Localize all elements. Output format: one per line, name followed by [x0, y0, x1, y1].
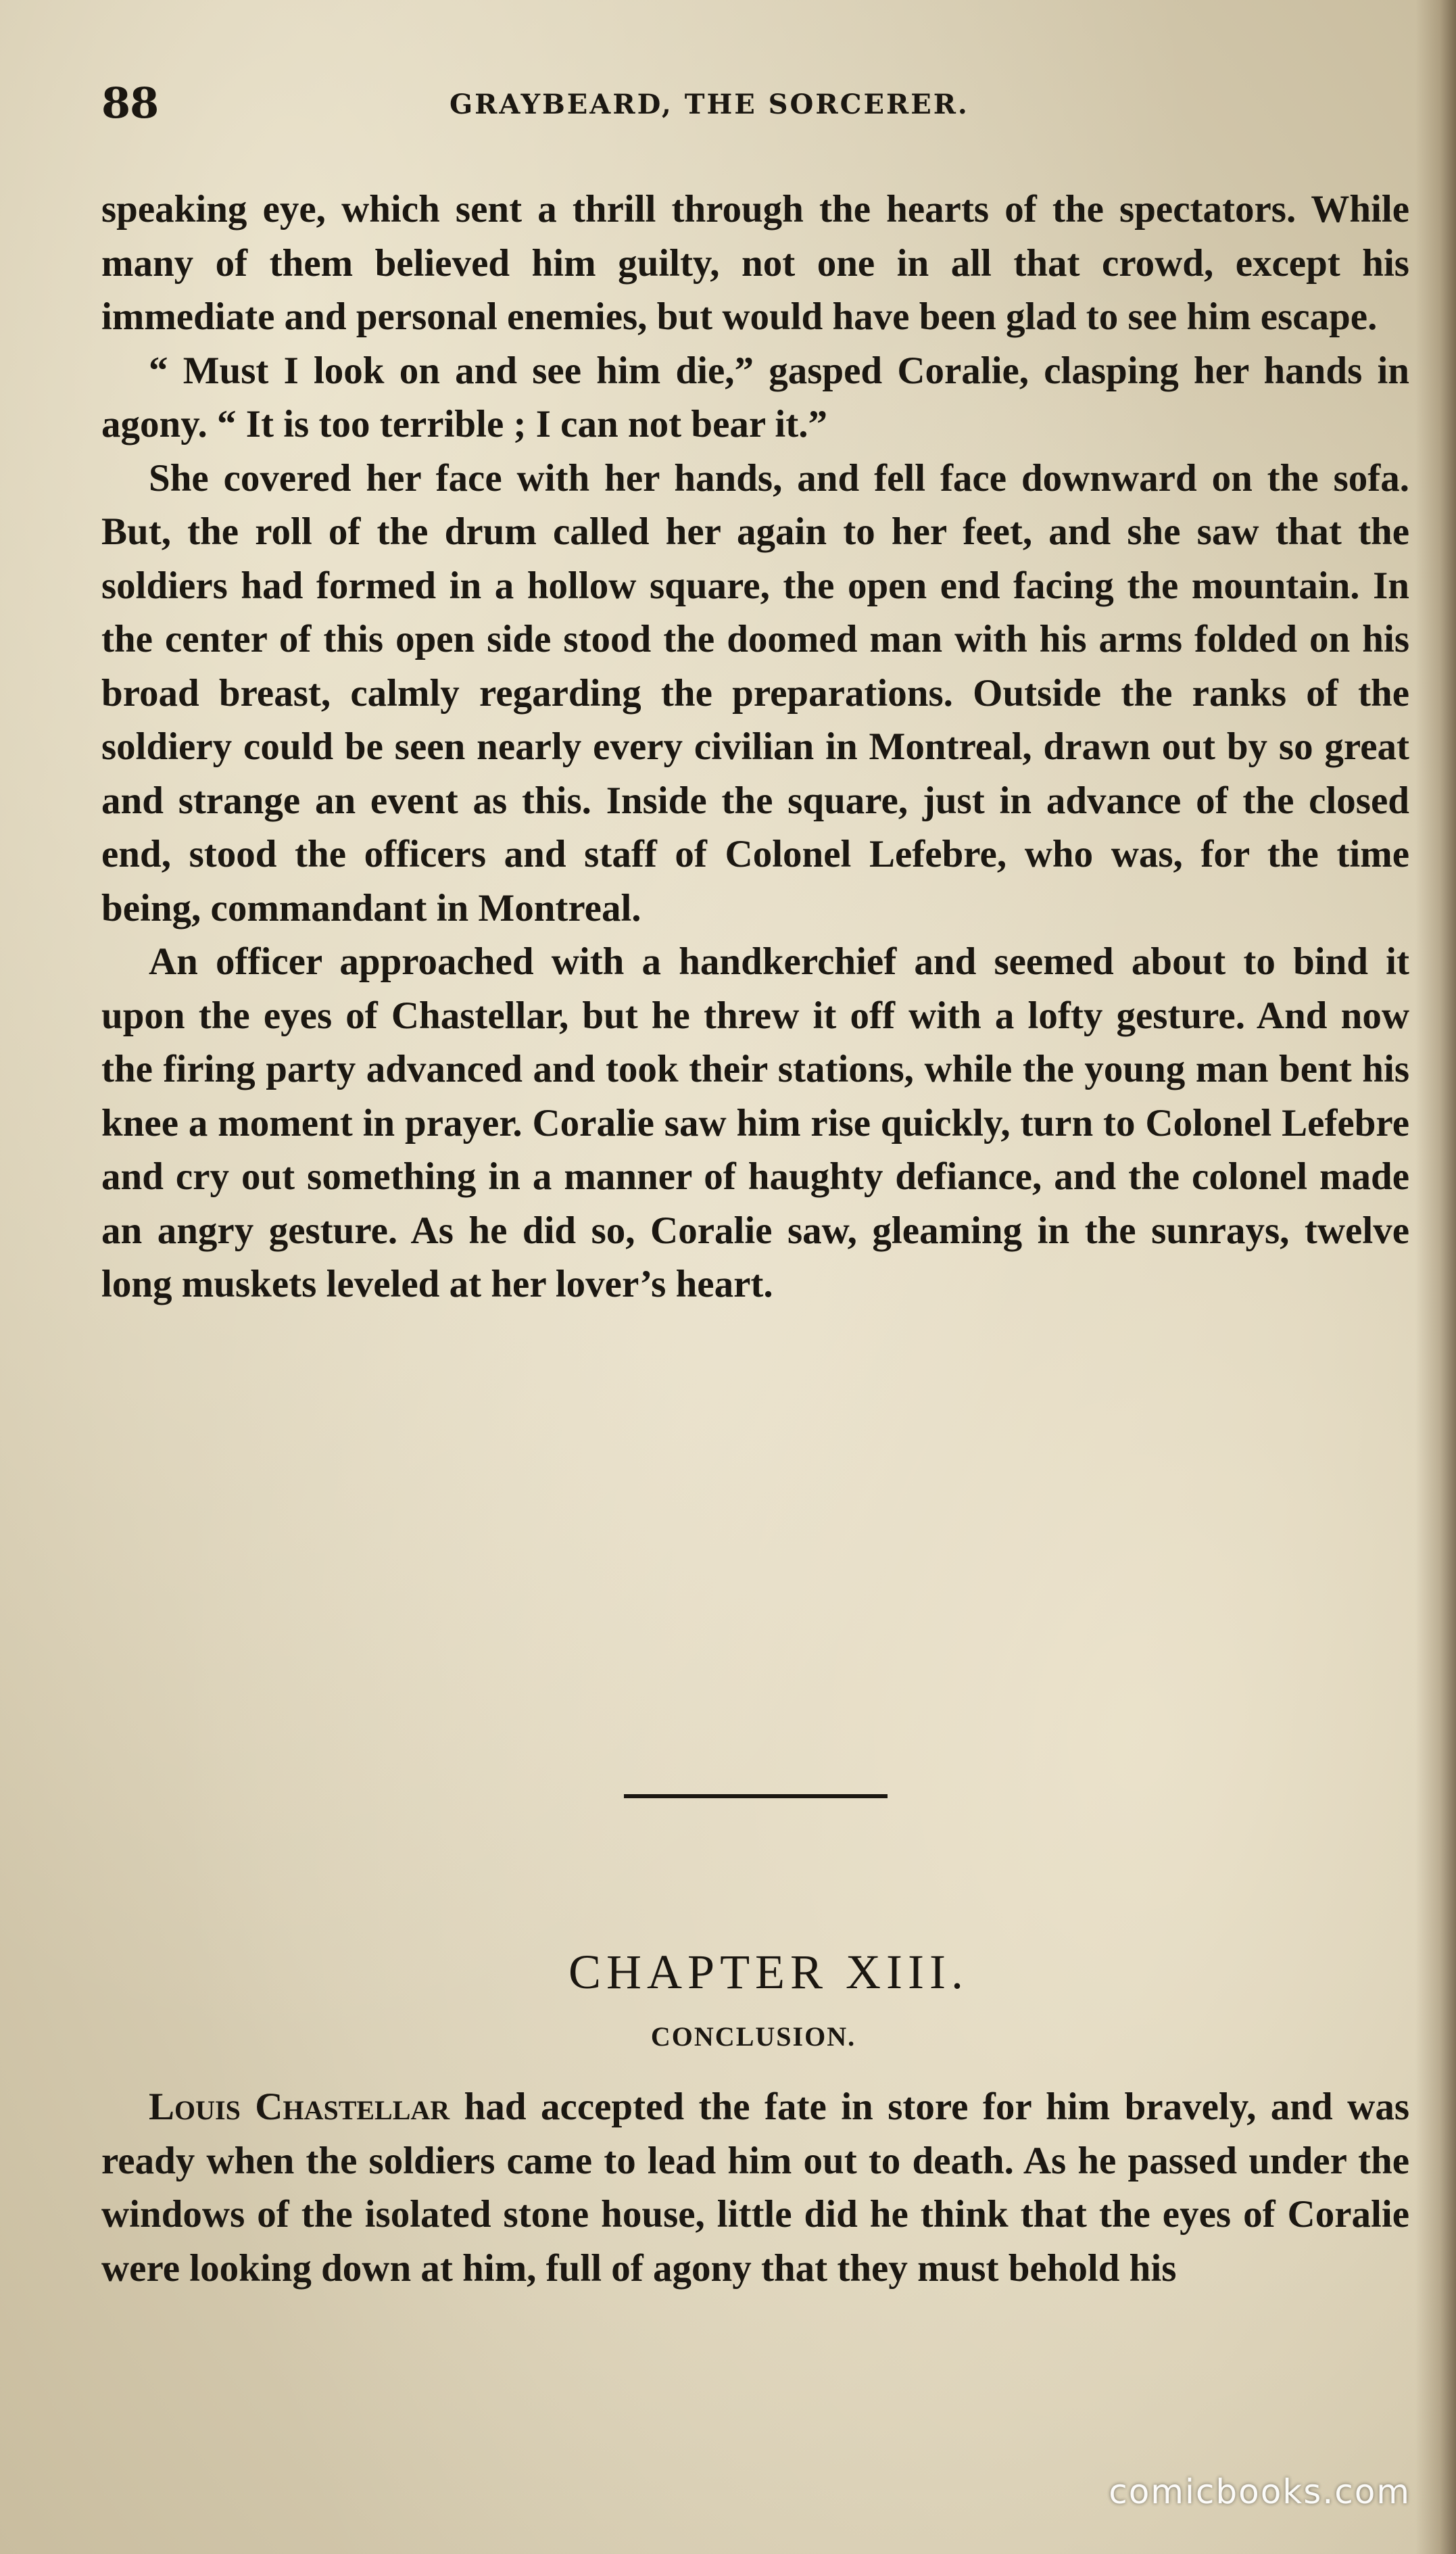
chapter-lead-in: Louis Chastellar [149, 2086, 450, 2128]
running-head [101, 73, 1399, 134]
body-text [101, 183, 1409, 1311]
watermark: comicbooks.com [1109, 2472, 1411, 2511]
paragraph: An officer approached with a handkerchief and seemed about to bind it upon the eyes of Chastellar, but he threw it off with a lofty gesture. And now the firing party advanced and took their stations, while the young man bent his knee a moment in prayer. Coralie saw him rise quickly, turn to Colonel Lefebre and cry out something in a manner of haughty defiance, and the colonel made an angry gesture. As he did so, Coralie saw, gleaming in the sunrays, twelve long muskets leveled at her lover’s heart. [101, 940, 1409, 1305]
chapter-title: CHAPTER XIII. [568, 1945, 969, 1999]
paragraph: “ Must I look on and see him die,” gasped Coralie, clasping her hands in agony. “ It is too terrible ; I can not bear it.” [101, 349, 1409, 445]
paragraph-text: had accepted the fate in store for him bravely, and was ready when the soldiers came to lead him out to death. As he passed under the windows of the isolated stone house, little did he think that the eyes of Coralie were looking down at him, full of agony that they must behold his [101, 2086, 1409, 2290]
chapter-heading [0, 1942, 1456, 2002]
page-number: 88 [101, 78, 159, 128]
running-title: GRAYBEARD, THE SORCERER. [450, 89, 969, 120]
chapter-text [101, 2080, 1409, 2295]
section-divider [624, 1794, 888, 1798]
chapter-subheading [0, 2017, 1456, 2057]
chapter-subtitle: CONCLUSION. [650, 2021, 856, 2052]
paragraph [101, 2080, 1409, 2295]
paragraph: She covered her face with her hands, and fell face downward on the sofa. But, the roll of the drum called her again to her feet, and she saw that the soldiers had formed in a hollow square, the open end facing the mountain. In the center of this open side stood the doomed man with his arms folded on his broad breast, calmly regarding the preparations. Outside the ranks of the soldiery could be seen nearly every civilian in Montreal, drawn out by so great and strange an event as this. Inside the square, just in advance of the closed end, stood the officers and staff of Colonel Lefebre, who was, for the time being, commandant in Montreal. [101, 456, 1409, 930]
page-edge-shadow [1415, 0, 1456, 2554]
paragraph: speaking eye, which sent a thrill through the hearts of the spectators. While many of them believed him guilty, not one in all that crowd, except his immediate and personal enemies, but would have been glad to see him escape. [101, 188, 1409, 338]
